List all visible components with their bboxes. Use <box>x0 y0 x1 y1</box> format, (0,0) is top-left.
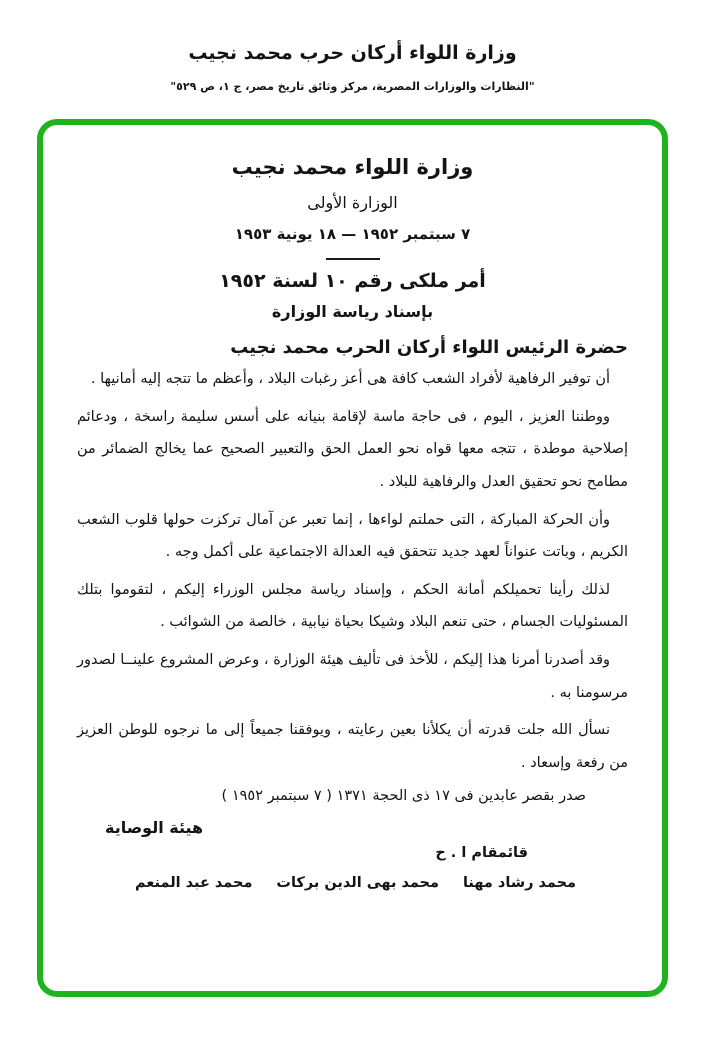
body-paragraph: وقد أصدرنا أمرنا هذا إليكم ، للأخذ فى تأليف هيئة الوزارة ، وعرض المشروع علينــا لصدور مرسومنا به . <box>77 652 628 701</box>
signatories-row <box>77 875 628 891</box>
signatory-name: محمد عبد المنعم <box>135 874 253 891</box>
source-citation: "النظارات والوزارات المصرية، مركز وثائق تاريخ مصر، ج ١، ص ٥٢٩" <box>170 80 535 93</box>
ministry-label: الوزارة الأولى <box>307 193 398 212</box>
body-paragraph: وأن الحركة المباركة ، التى حملتم لواءها ، إنما تعبر عن آمال تركزت حولها قلوب الشعب الكريم ، وباتت عنواناً لعهد جديد تتحقق فيه العدالة الاجتماعية على أكمل وجه . <box>77 511 628 561</box>
page-title: وزارة اللواء أركان حرب محمد نجيب <box>188 42 517 64</box>
ministry-date-range: ٧ سبتمبر ١٩٥٢ — ١٨ يونية ١٩٥٣ <box>234 225 471 243</box>
ministry-title: وزارة اللواء محمد نجيب <box>231 155 474 179</box>
signatory-name: محمد رشاد مهنا <box>462 874 576 891</box>
body-paragraph: ووطننا العزيز ، اليوم ، فى حاجة ماسة لإقامة بنيانه على أسس سليمة راسخة ، ودعائم إصلاحية موطدة ، تتجه معها قواه نحو العمل الحق والتعبير الصحيح عما يخالج الضمائر من مطامح نحو تحقيق العدل والرفاهية للبلاد . <box>77 408 628 490</box>
signatory-name: محمد بهى الدين بركات <box>276 874 439 891</box>
signatory-rank: قائمقام ا . ح <box>435 844 528 861</box>
document-heading-block <box>77 155 628 321</box>
decree-subject: بإسناد رياسة الوزارة <box>271 302 434 321</box>
page-header <box>0 0 705 93</box>
document-frame <box>37 119 668 997</box>
body-paragraph: نسأل الله جلت قدرته أن يكلأنا بعين رعايته ، ويوفقنا جميعاً إلى ما نرجوه للوطن العزيز من رفعة وإسعاد . <box>77 722 628 771</box>
issuing-body: هيئة الوصاية <box>105 817 204 837</box>
addressee-line: حضرة الرئيس اللواء أركان الحرب محمد نجيب <box>230 337 628 358</box>
decree-title: أمر ملكى رقم ١٠ لسنة ١٩٥٢ <box>219 270 486 292</box>
issuance-line: صدر بقصر عابدين فى ١٧ ذى الحجة ١٣٧١ ( ٧ سبتمبر ١٩٥٢ ) <box>221 787 586 804</box>
body-paragraph: أن توفير الرفاهية لأفراد الشعب كافة هى أعز رغبات البلاد ، وأعظم ما تتجه إليه أمانيها . <box>90 371 610 387</box>
section-divider <box>326 258 380 260</box>
body-paragraph: لذلك رأينا تحميلكم أمانة الحكم ، وإسناد رياسة مجلس الوزراء إليكم ، لتقوموا بتلك المسئوليات الجسام ، حتى تنعم البلاد وشيكا بحياة نيابية ، خالصة من الشوائب . <box>77 581 628 631</box>
